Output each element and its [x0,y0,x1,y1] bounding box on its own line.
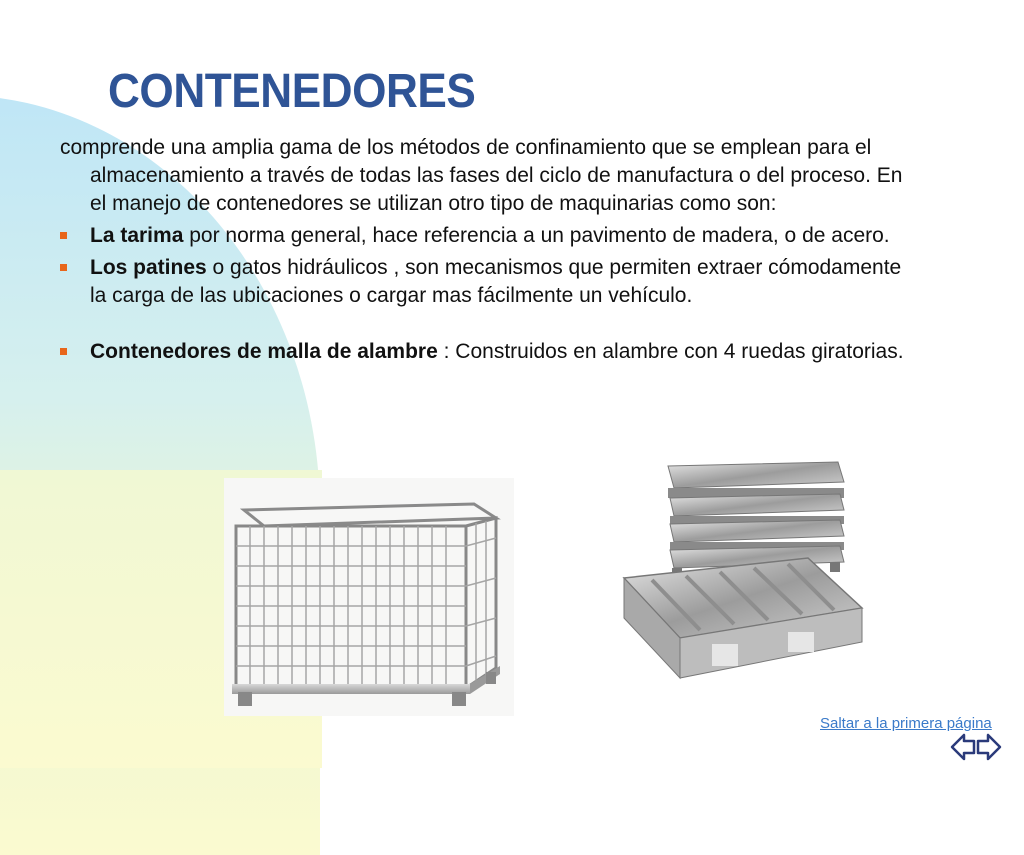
metal-pallets-image [612,458,872,688]
bullet-text: : Construidos en alambre con 4 ruedas giratorias. [437,340,904,363]
bullet-item-patines [60,254,920,310]
intro-paragraph: comprende una amplia gama de los métodos de confinamiento que se emplean para el almacenamiento a través de todas las fases del ciclo de manufactura o del proceso. En el manejo de contenedores se utilizan otro tipo de maquinarias como son: [60,136,903,215]
bullet-item-malla [60,338,920,366]
bullet-term: La tarima [90,224,184,247]
bullet-text: por norma general, hace referencia a un pavimento de madera, o de acero. [183,224,890,247]
square-bullet-icon [60,264,67,271]
square-bullet-icon [60,348,67,355]
back-forward-arrows-icon[interactable] [950,730,1002,764]
square-bullet-icon [60,232,67,239]
slide-title: CONTENEDORES [108,65,476,118]
bullet-list [60,222,920,366]
bullet-item-tarima [60,222,920,250]
bullet-term: Los patines [90,256,207,279]
first-page-link[interactable]: Saltar a la primera página [820,715,992,732]
bullet-text: o gatos hidráulicos , son mecanismos que permiten extraer cómodamente la carga de las ubicaciones o cargar mas fácilmente un vehículo. [90,256,902,307]
slide-body [60,134,920,370]
bullet-term: Contenedores de malla de alambre [90,340,438,363]
wire-mesh-container-image [224,478,514,716]
